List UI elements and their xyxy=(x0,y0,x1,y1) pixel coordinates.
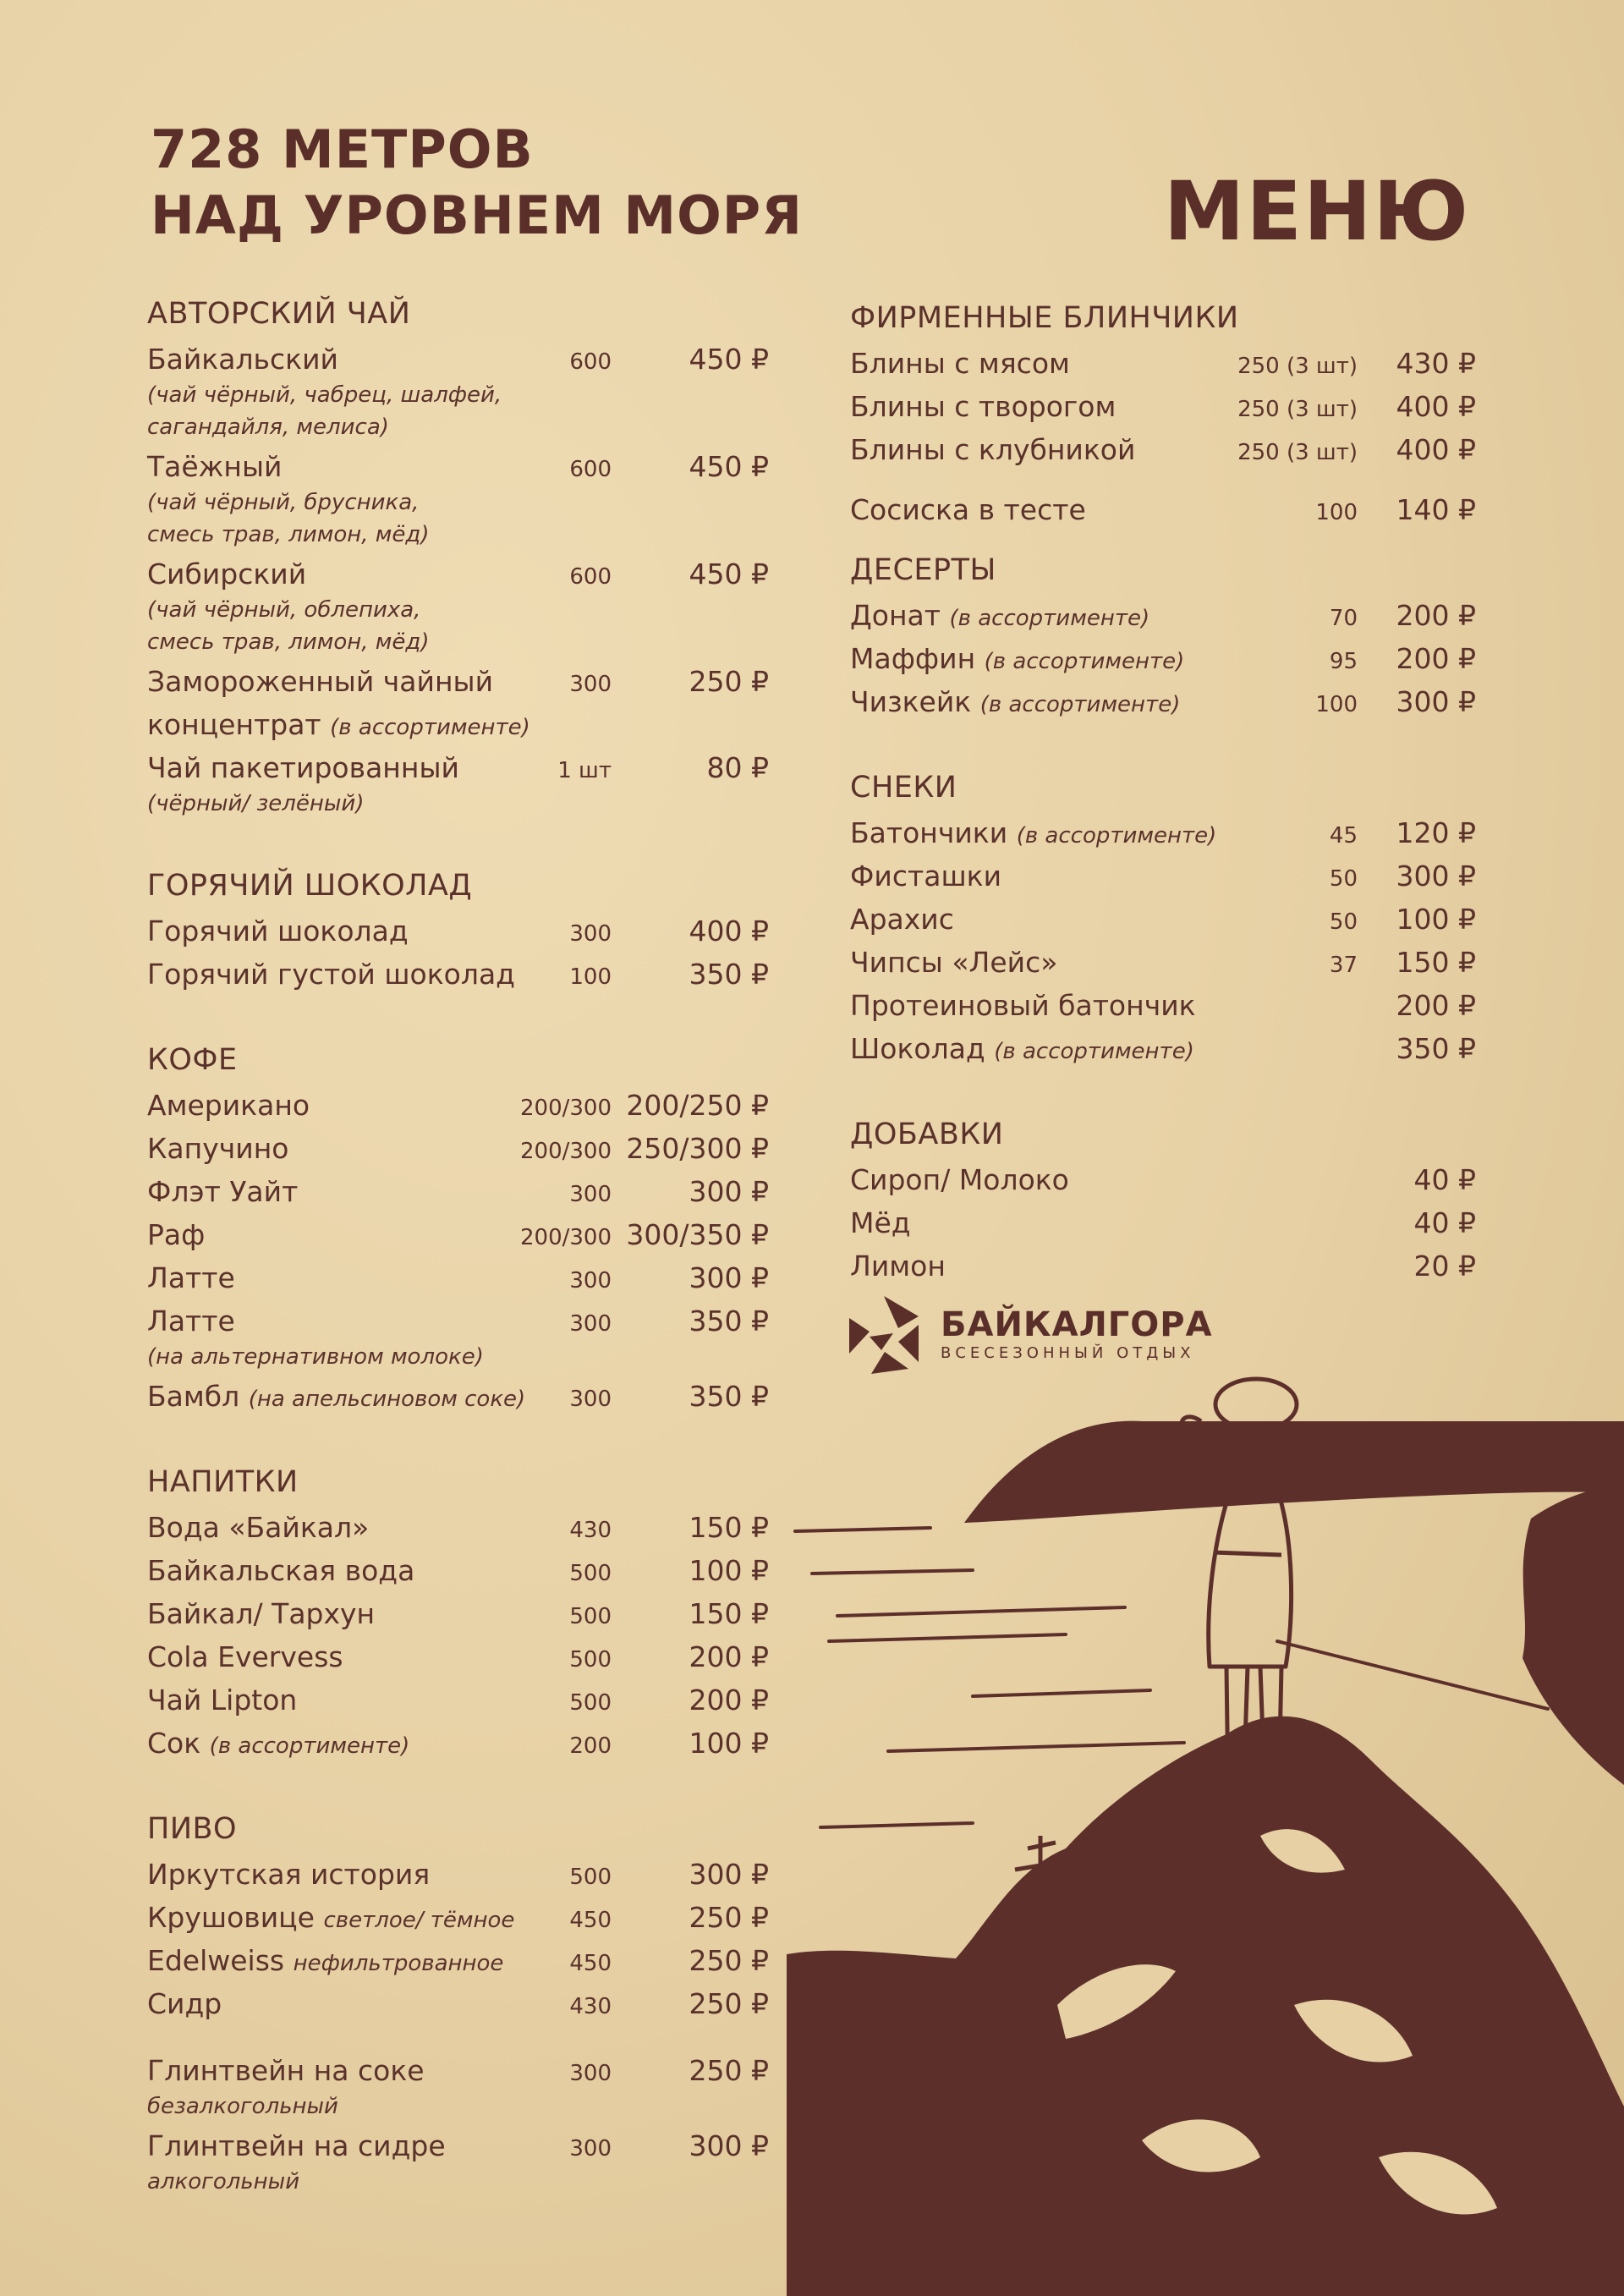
item-name xyxy=(147,450,283,484)
item-price: 200 ₽ xyxy=(689,1640,769,1673)
item-weight: 430 xyxy=(569,1518,612,1543)
menu-section-pancakes xyxy=(850,296,1476,471)
item-inline-note: нефильтрованное xyxy=(293,1951,504,1976)
item-name xyxy=(147,2054,425,2088)
item-price: 100 ₽ xyxy=(689,1727,769,1760)
item-inline-note: (в ассортименте) xyxy=(1016,823,1217,849)
item-name xyxy=(850,1163,1069,1197)
item-price: 250 ₽ xyxy=(689,1944,769,1977)
item-name xyxy=(147,2129,446,2163)
item-name xyxy=(147,751,459,785)
menu-item xyxy=(147,1722,769,1765)
item-name xyxy=(850,1032,1194,1068)
item-name-text: Байкальский xyxy=(147,343,338,376)
menu-item-row xyxy=(850,680,1476,723)
item-name xyxy=(850,599,1149,635)
menu-item-row xyxy=(147,2049,769,2092)
item-description: (чай чёрный, брусника, xyxy=(147,490,420,515)
item-inline-note: (в ассортименте) xyxy=(979,692,1181,717)
menu-item-row xyxy=(850,1027,1476,1070)
item-description: (на альтернативном молоке) xyxy=(147,1344,484,1370)
item-name-text: Иркутская история xyxy=(147,1858,431,1891)
item-weight: 500 xyxy=(569,1865,612,1890)
item-weight: 300 xyxy=(569,2136,612,2161)
item-inline-note: (в ассортименте) xyxy=(330,715,530,740)
item-name xyxy=(147,343,338,376)
item-price: 300 ₽ xyxy=(1396,685,1476,718)
item-weight: 70 xyxy=(1329,606,1358,631)
item-name xyxy=(147,1640,343,1674)
item-description: сагандайля, мелиса) xyxy=(147,415,389,440)
item-weight: 50 xyxy=(1329,909,1358,935)
item-weight: 100 xyxy=(1315,500,1358,525)
item-weight: 450 xyxy=(569,1908,612,1933)
menu-item-row xyxy=(850,488,1476,531)
menu-item-row xyxy=(850,385,1476,428)
menu-item xyxy=(147,1939,769,1982)
item-price: 200/250 ₽ xyxy=(626,1089,769,1122)
section-title: ДОБАВКИ xyxy=(850,1118,1004,1151)
menu-item xyxy=(147,338,769,445)
item-name xyxy=(147,1511,369,1545)
menu-item xyxy=(147,1256,769,1299)
menu-item-row xyxy=(147,1635,769,1678)
item-price: 250/300 ₽ xyxy=(626,1132,769,1165)
item-description: смесь трав, лимон, мёд) xyxy=(147,629,430,655)
menu-item-row xyxy=(147,1853,769,1896)
item-price: 200 ₽ xyxy=(689,1684,769,1717)
title-line-1: 728 МЕТРОВ xyxy=(151,118,534,180)
item-price: 350 ₽ xyxy=(689,1305,769,1338)
item-weight: 200/300 xyxy=(519,1096,612,1121)
item-weight: 95 xyxy=(1329,649,1358,674)
item-price: 150 ₽ xyxy=(689,1597,769,1630)
menu-item-row xyxy=(850,1244,1476,1288)
menu-section-coffee xyxy=(147,1038,769,1418)
item-name-text: Замороженный чайный xyxy=(147,665,494,698)
item-description: смесь трав, лимон, мёд) xyxy=(147,522,430,547)
section-title: КОФЕ xyxy=(147,1043,238,1077)
item-inline-note: (в ассортименте) xyxy=(984,649,1185,674)
item-name xyxy=(850,1250,946,1283)
section-title: ДЕСЕРТЫ xyxy=(850,553,996,587)
item-name-text: Раф xyxy=(147,1218,206,1251)
menu-item xyxy=(147,2124,769,2200)
item-name-text: Батончики xyxy=(850,816,1008,849)
menu-item xyxy=(147,1506,769,1549)
item-name xyxy=(147,1554,414,1588)
menu-section-drinks xyxy=(147,1460,769,1765)
menu-item xyxy=(850,342,1476,385)
item-name-text: Горячий густой шоколад xyxy=(147,958,515,991)
menu-item xyxy=(147,909,769,953)
item-price: 250 ₽ xyxy=(689,2054,769,2087)
item-price: 200 ₽ xyxy=(1396,989,1476,1022)
menu-item xyxy=(850,854,1476,898)
menu-item xyxy=(147,1127,769,1170)
menu-item xyxy=(147,953,769,996)
item-name xyxy=(147,1944,503,1980)
menu-item xyxy=(850,941,1476,984)
item-name xyxy=(850,903,954,937)
title-line-2: НАД УРОВНЕМ МОРЯ xyxy=(151,184,803,246)
item-name-text: Таёжный xyxy=(147,450,283,483)
menu-section-tea xyxy=(147,292,769,821)
woman-on-cliff-lake-illustration xyxy=(787,1362,1624,2296)
menu-item xyxy=(147,1375,769,1418)
menu-item-row xyxy=(147,1127,769,1170)
item-name xyxy=(850,946,1057,980)
item-weight: 250 (3 шт) xyxy=(1237,354,1358,379)
item-name-text: Шоколад xyxy=(850,1032,985,1065)
item-price: 350 ₽ xyxy=(1396,1032,1476,1065)
menu-item-row xyxy=(147,1256,769,1299)
item-name-text: Edelweiss xyxy=(147,1944,285,1977)
item-name-text: Блины с мясом xyxy=(850,347,1070,380)
item-name-text: Крушовице xyxy=(147,1901,315,1934)
menu-item xyxy=(850,385,1476,428)
item-name xyxy=(147,1597,375,1631)
menu-section-sausage xyxy=(850,488,1476,531)
item-name xyxy=(850,1206,911,1240)
menu-item-row xyxy=(850,1158,1476,1201)
item-name xyxy=(147,1987,222,2021)
menu-item xyxy=(147,1896,769,1939)
item-name xyxy=(147,1089,310,1123)
item-price: 300 ₽ xyxy=(689,1261,769,1294)
item-price: 200 ₽ xyxy=(1396,599,1476,632)
item-price: 100 ₽ xyxy=(689,1554,769,1587)
menu-item-row xyxy=(147,1549,769,1592)
item-name-text: Чипсы «Лейс» xyxy=(850,946,1058,979)
menu-item xyxy=(147,552,769,660)
menu-item-row xyxy=(147,953,769,996)
item-price: 120 ₽ xyxy=(1396,816,1476,849)
item-name-text: Глинтвейн на сидре xyxy=(147,2129,446,2162)
item-weight: 50 xyxy=(1329,866,1358,892)
item-price: 450 ₽ xyxy=(689,450,769,483)
item-price: 450 ₽ xyxy=(689,343,769,376)
item-price: 400 ₽ xyxy=(1396,390,1476,423)
item-name-2-text: концентрат xyxy=(147,708,321,741)
menu-item-row xyxy=(850,811,1476,854)
item-name xyxy=(147,1261,235,1295)
menu-item xyxy=(850,594,1476,637)
item-price: 250 ₽ xyxy=(689,1901,769,1934)
item-name-text: Сироп/ Молоко xyxy=(850,1163,1069,1196)
item-price: 80 ₽ xyxy=(706,751,769,784)
menu-item-row xyxy=(147,2124,769,2167)
item-name xyxy=(147,558,306,591)
menu-section-mulled xyxy=(147,2049,769,2200)
menu-item-row xyxy=(850,428,1476,471)
menu-section-snacks xyxy=(850,766,1476,1070)
item-description: алкогольный xyxy=(147,2169,300,2194)
menu-item xyxy=(850,488,1476,531)
menu-item xyxy=(147,1213,769,1256)
item-name-text: Блины с творогом xyxy=(850,390,1116,423)
item-name xyxy=(147,1684,297,1717)
menu-item xyxy=(850,428,1476,471)
item-name-text: Вода «Байкал» xyxy=(147,1511,370,1544)
menu-item-row xyxy=(147,1939,769,1982)
item-weight: 250 (3 шт) xyxy=(1237,397,1358,422)
item-name-text: Сосиска в тесте xyxy=(850,493,1086,526)
item-price: 20 ₽ xyxy=(1413,1250,1476,1283)
item-description: (чай чёрный, чабрец, шалфей, xyxy=(147,382,502,408)
item-price: 430 ₽ xyxy=(1396,347,1476,380)
item-name-text: Байкал/ Тархун xyxy=(147,1597,376,1630)
item-inline-note: (в ассортименте) xyxy=(994,1039,1194,1064)
item-weight: 500 xyxy=(569,1647,612,1673)
menu-item xyxy=(850,1201,1476,1244)
menu-item xyxy=(850,637,1476,680)
menu-item xyxy=(147,2049,769,2124)
logo-tagline: ВСЕСЕЗОННЫЙ ОТДЫХ xyxy=(941,1344,1195,1362)
item-price: 400 ₽ xyxy=(1396,433,1476,466)
item-price: 350 ₽ xyxy=(689,1380,769,1413)
menu-item-row xyxy=(147,445,769,488)
menu-item-row xyxy=(147,660,769,703)
item-weight: 300 xyxy=(569,2061,612,2086)
item-name xyxy=(147,1380,525,1416)
item-name-text: Байкальская вода xyxy=(147,1554,415,1587)
item-price: 150 ₽ xyxy=(1396,946,1476,979)
item-inline-note: (на апельсиновом соке) xyxy=(248,1387,526,1412)
item-name-text: Капучино xyxy=(147,1132,289,1165)
menu-item-row xyxy=(850,1201,1476,1244)
item-weight: 500 xyxy=(569,1604,612,1629)
menu-item-row xyxy=(850,941,1476,984)
menu-item xyxy=(147,1678,769,1722)
item-weight: 600 xyxy=(569,349,612,375)
menu-section-beer xyxy=(147,1807,769,2025)
menu-item xyxy=(850,898,1476,941)
item-weight: 300 xyxy=(569,1387,612,1412)
item-price: 300 ₽ xyxy=(689,1175,769,1208)
menu-item-row xyxy=(850,984,1476,1027)
item-name-text: Латте xyxy=(147,1305,235,1338)
item-name xyxy=(147,1901,514,1937)
menu-item-row xyxy=(850,898,1476,941)
item-price: 400 ₽ xyxy=(689,915,769,948)
menu-item xyxy=(850,1158,1476,1201)
section-title: ФИРМЕННЫЕ БЛИНЧИКИ xyxy=(850,301,1239,335)
item-inline-note: (в ассортименте) xyxy=(209,1733,410,1759)
item-name-text: Сидр xyxy=(147,1987,222,2020)
menu-item xyxy=(147,1170,769,1213)
item-name xyxy=(147,1132,288,1166)
menu-item xyxy=(147,1982,769,2025)
item-price: 250 ₽ xyxy=(689,665,769,698)
menu-item xyxy=(147,1592,769,1635)
menu-item xyxy=(850,811,1476,854)
item-name-text: Сок xyxy=(147,1727,201,1760)
item-name-text: Глинтвейн на соке xyxy=(147,2054,425,2087)
menu-item-row xyxy=(147,1213,769,1256)
item-name-text: Донат xyxy=(850,599,941,632)
menu-item xyxy=(147,1549,769,1592)
item-price: 150 ₽ xyxy=(689,1511,769,1544)
menu-section-chocolate xyxy=(147,864,769,996)
item-name xyxy=(850,685,1180,722)
menu-section-desserts xyxy=(850,548,1476,723)
item-name xyxy=(147,1305,235,1338)
menu-item-row xyxy=(147,746,769,789)
item-weight: 600 xyxy=(569,564,612,590)
item-name-text: Чай Lipton xyxy=(147,1684,298,1717)
item-weight: 45 xyxy=(1329,823,1358,849)
item-weight: 37 xyxy=(1329,953,1358,978)
menu-item-row xyxy=(850,342,1476,385)
item-name-text: Лимон xyxy=(850,1250,946,1283)
menu-item-row xyxy=(147,909,769,953)
menu-item-row xyxy=(147,1982,769,2025)
item-weight: 200/300 xyxy=(519,1225,612,1250)
menu-item-row xyxy=(147,1299,769,1343)
menu-item xyxy=(147,445,769,552)
item-name xyxy=(147,1858,430,1892)
item-name xyxy=(147,1218,205,1252)
menu-item-row xyxy=(147,552,769,596)
item-weight: 1 шт xyxy=(557,758,612,783)
menu-item-row xyxy=(147,1592,769,1635)
item-name-text: Чизкейк xyxy=(850,685,972,718)
menu-item-row xyxy=(147,1084,769,1127)
right-column xyxy=(850,296,1476,1330)
item-name-line-2 xyxy=(147,708,530,744)
item-name xyxy=(850,347,1070,381)
menu-item xyxy=(850,1244,1476,1288)
item-name xyxy=(850,390,1116,424)
item-description: (чай чёрный, облепиха, xyxy=(147,597,421,623)
menu-item-row xyxy=(147,338,769,381)
menu-item-row xyxy=(147,1170,769,1213)
item-name xyxy=(147,958,515,991)
menu-section-extras xyxy=(850,1112,1476,1288)
item-weight: 300 xyxy=(569,1182,612,1207)
item-price: 300 ₽ xyxy=(689,1858,769,1891)
menu-item xyxy=(850,680,1476,723)
item-name-text: Cola Evervess xyxy=(147,1640,343,1673)
item-price: 40 ₽ xyxy=(1413,1163,1476,1196)
item-price: 200 ₽ xyxy=(1396,642,1476,675)
item-price: 300/350 ₽ xyxy=(626,1218,769,1251)
item-name-text: Блины с клубникой xyxy=(850,433,1136,466)
menu-title: МЕНЮ xyxy=(1163,164,1470,259)
item-weight: 500 xyxy=(569,1690,612,1716)
item-weight: 500 xyxy=(569,1561,612,1586)
left-column xyxy=(147,292,769,2242)
item-inline-note: (в ассортименте) xyxy=(949,606,1150,631)
menu-item xyxy=(850,1027,1476,1070)
item-name xyxy=(147,1727,409,1763)
item-name xyxy=(850,433,1135,467)
item-weight: 200/300 xyxy=(519,1139,612,1164)
section-title: ПИВО xyxy=(147,1812,238,1846)
item-price: 300 ₽ xyxy=(689,2129,769,2162)
item-name-text: Бамбл xyxy=(147,1380,240,1413)
header-title xyxy=(151,117,803,249)
menu-item xyxy=(147,1084,769,1127)
menu-item-row xyxy=(147,1722,769,1765)
item-name-text: Флэт Уайт xyxy=(147,1175,299,1208)
item-name-text: Протеиновый батончик xyxy=(850,989,1196,1022)
item-name xyxy=(850,493,1086,527)
item-weight: 300 xyxy=(569,1268,612,1294)
item-name-text: Фисташки xyxy=(850,860,1002,893)
menu-item xyxy=(147,1299,769,1375)
menu-item-row xyxy=(147,1896,769,1939)
item-price: 40 ₽ xyxy=(1413,1206,1476,1239)
item-description: (чёрный/ зелёный) xyxy=(147,791,365,816)
item-weight: 300 xyxy=(569,672,612,697)
item-price: 250 ₽ xyxy=(689,1987,769,2020)
item-name-text: Арахис xyxy=(850,903,954,936)
item-name xyxy=(147,1175,298,1209)
item-name-text: Мёд xyxy=(850,1206,911,1239)
logo-name: БАЙКАЛГОРА xyxy=(941,1305,1213,1344)
item-name xyxy=(147,915,409,948)
item-weight: 450 xyxy=(569,1951,612,1976)
item-price: 450 ₽ xyxy=(689,558,769,590)
item-inline-note: светлое/ тёмное xyxy=(323,1908,515,1933)
item-weight: 250 (3 шт) xyxy=(1237,440,1358,465)
menu-item-row xyxy=(147,1678,769,1722)
item-name xyxy=(850,816,1216,853)
item-price: 140 ₽ xyxy=(1396,493,1476,526)
menu-item xyxy=(147,1635,769,1678)
menu-item xyxy=(147,1853,769,1896)
menu-item-row-2 xyxy=(147,703,769,746)
section-title: ГОРЯЧИЙ ШОКОЛАД xyxy=(147,869,473,903)
item-weight: 430 xyxy=(569,1994,612,2019)
item-price: 350 ₽ xyxy=(689,958,769,991)
item-weight: 300 xyxy=(569,1311,612,1337)
menu-item xyxy=(147,660,769,746)
item-name xyxy=(850,642,1184,678)
menu-item xyxy=(147,746,769,821)
item-name-text: Латте xyxy=(147,1261,235,1294)
menu-item-row xyxy=(850,594,1476,637)
menu-item xyxy=(850,984,1476,1027)
item-description: безалкогольный xyxy=(147,2094,338,2119)
section-title: СНЕКИ xyxy=(850,771,957,805)
item-name xyxy=(147,665,493,699)
menu-item-row xyxy=(850,854,1476,898)
menu-item-row xyxy=(147,1506,769,1549)
section-title: НАПИТКИ xyxy=(147,1465,299,1499)
item-price: 300 ₽ xyxy=(1396,860,1476,893)
menu-item-row xyxy=(850,637,1476,680)
item-weight: 200 xyxy=(569,1733,612,1759)
item-weight: 100 xyxy=(569,964,612,990)
item-weight: 300 xyxy=(569,921,612,947)
item-name xyxy=(850,860,1001,893)
item-name-text: Сибирский xyxy=(147,558,307,590)
item-name-text: Горячий шоколад xyxy=(147,915,409,948)
item-price: 100 ₽ xyxy=(1396,903,1476,936)
menu-item-row xyxy=(147,1375,769,1418)
item-weight: 100 xyxy=(1315,692,1358,717)
item-name-text: Чай пакетированный xyxy=(147,751,459,784)
section-title: АВТОРСКИЙ ЧАЙ xyxy=(147,297,411,331)
item-name-text: Маффин xyxy=(850,642,976,675)
item-name xyxy=(850,989,1196,1023)
item-name-text: Американо xyxy=(147,1089,310,1122)
item-weight: 600 xyxy=(569,457,612,482)
